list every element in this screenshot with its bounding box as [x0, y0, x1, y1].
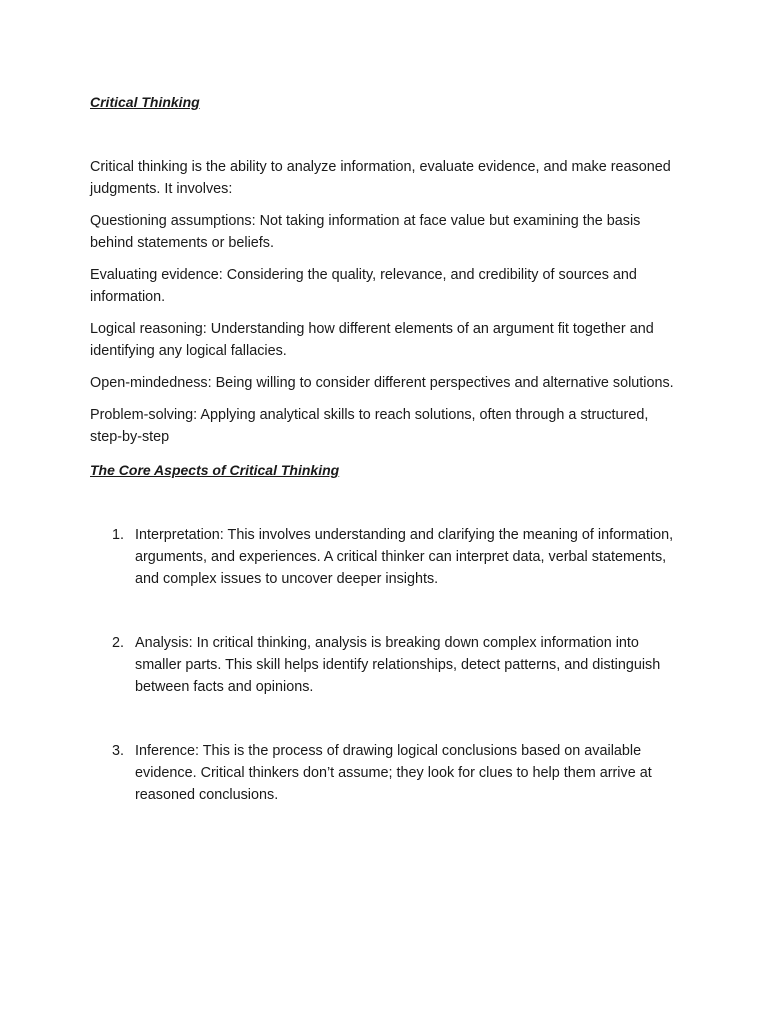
list-item-text: Interpretation: This involves understanding and clarifying the meaning of information, arguments, and experiences. A critical thinker can interpret data, verbal statements, and complex issues to uncover deeper insights. — [135, 527, 674, 587]
problem-solving-paragraph: Problem-solving: Applying analytical skills to reach solutions, often through a structured, step-by-step — [90, 407, 649, 445]
section-title: The Core Aspects of Critical Thinking — [90, 462, 340, 478]
intro-paragraph: Critical thinking is the ability to analyze information, evaluate evidence, and make reasoned judgments. It involves: — [90, 159, 671, 197]
document-title: Critical Thinking — [90, 94, 200, 110]
list-item — [90, 524, 680, 590]
list-item — [90, 632, 680, 698]
document-page — [90, 92, 680, 848]
questioning-assumptions-paragraph: Questioning assumptions: Not taking information at face value but examining the basis behind statements or beliefs. — [90, 213, 641, 251]
list-item-text: Analysis: In critical thinking, analysis is breaking down complex information into smaller parts. This skill helps identify relationships, detect patterns, and distinguish between facts and opinions. — [135, 635, 661, 695]
list-item — [90, 740, 680, 806]
open-mindedness-paragraph: Open-mindedness: Being willing to consider different perspectives and alternative solutions. — [90, 375, 674, 391]
evaluating-evidence-paragraph: Evaluating evidence: Considering the quality, relevance, and credibility of sources and information. — [90, 267, 637, 305]
list-item-number: 2. — [112, 635, 125, 651]
list-item-number: 3. — [112, 743, 125, 759]
list-item-number: 1. — [112, 527, 125, 543]
core-aspects-list — [90, 524, 680, 806]
intro-section — [90, 156, 680, 448]
list-item-text: Inference: This is the process of drawing logical conclusions based on available evidence. Critical thinkers don’t assume; they look for clues to help them arrive at reasoned conclusions. — [135, 743, 652, 803]
logical-reasoning-paragraph: Logical reasoning: Understanding how different elements of an argument fit together and identifying any logical fallacies. — [90, 321, 654, 359]
